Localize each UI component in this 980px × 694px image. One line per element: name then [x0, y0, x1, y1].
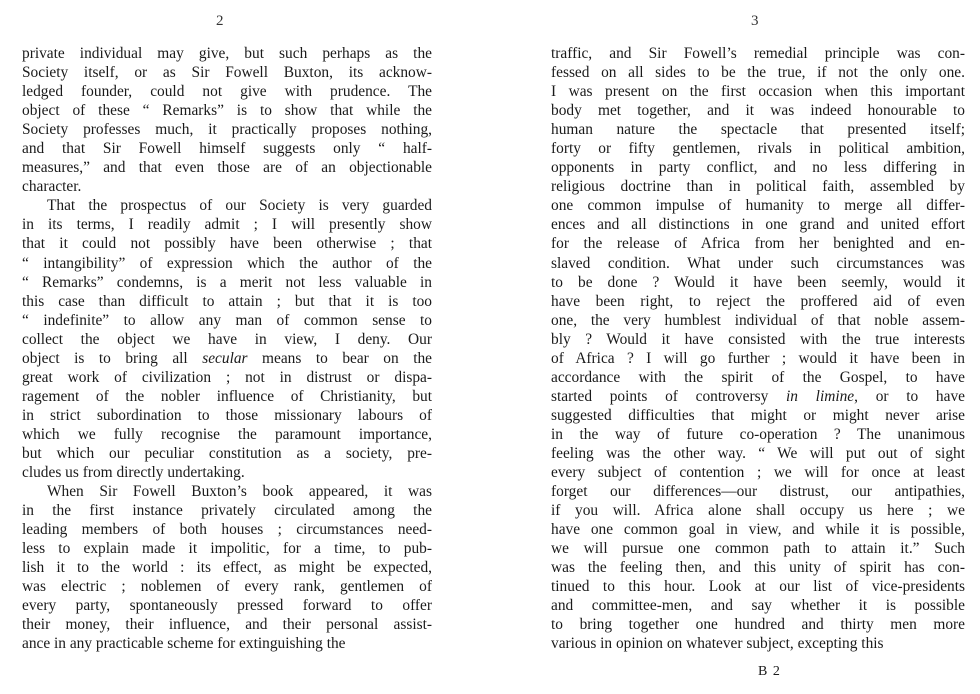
text-line: have one common goal in view, and while it is possible, [551, 521, 965, 539]
text-line: to be done ? Would it have been seemly, would it [551, 273, 965, 291]
text-line: “ Remarks” condemns, is a merit not less valuable in [22, 273, 432, 291]
text-line: in strict subordination to those missionary labours of [22, 406, 432, 424]
text-line: have been right, to reject the proffered aid of even [551, 292, 965, 310]
text-line: one, the very humblest individual of that noble assem- [551, 311, 965, 329]
text-line: in its terms, I readily admit ; I will presently show [22, 216, 432, 234]
text-line: bly ? Would it have consisted with the true interests [551, 330, 965, 348]
text-line: forty or fifty gentlemen, rivals in political ambition, [551, 140, 965, 158]
text-line: forget our differences—our distrust, our antipathies, [551, 483, 965, 501]
text-line: accordance with the spirit of the Gospel, to have [551, 368, 965, 386]
text-line: less to explain made it impolitic, for a time, to pub- [22, 540, 432, 558]
text-line: various in opinion on whatever subject, excepting this [551, 635, 884, 653]
page-number: 2 [216, 13, 224, 29]
text-line: body met together, and it was indeed honourable to [551, 102, 965, 120]
text-line: of Africa ? I will go further ; would it have been in [551, 349, 965, 367]
text-line: but which our peculiar constitution as a society, pre- [22, 444, 432, 462]
text-line: object is to bring all secular means to bear on the [22, 349, 432, 367]
page-body [551, 44, 965, 654]
text-line: measures,” and that even those are of an objectionable [22, 159, 432, 177]
text-line: leading members of both houses ; circumstances need- [22, 521, 432, 539]
text-line: we will pursue one common path to attain it.” Such [551, 540, 965, 558]
page-body [22, 44, 432, 654]
text-line: I was present on the first occasion when this important [551, 83, 965, 101]
text-line: suggested difficulties that might or might never arise [551, 406, 965, 424]
text-line: and committee-men, and say whether it is possible [551, 597, 965, 615]
text-line: that it could not possibly have been otherwise ; that [22, 235, 432, 253]
text-line: one common impulse of humanity to merge all differ- [551, 197, 965, 215]
text-line: character. [22, 178, 82, 196]
text-line: slaved condition. What under such circumstances was [551, 254, 965, 272]
text-line: tinued to this hour. Look at our list of vice-presidents [551, 578, 965, 596]
text-line: lish it to the world : its effect, as might be expected, [22, 559, 432, 577]
text-line: When Sir Fowell Buxton’s book appeared, it was [47, 483, 432, 501]
text-line: Society professes much, it practically proposes nothing, [22, 121, 432, 139]
text-line: in the way of future co-operation ? The unanimous [551, 425, 965, 443]
text-line: and that Sir Fowell himself suggests only “ half- [22, 140, 432, 158]
right-page [510, 0, 980, 694]
text-line: for the release of Africa from her benighted and en- [551, 235, 965, 253]
text-line: every subject of contention ; we will for once at least [551, 464, 965, 482]
text-line: private individual may give, but such perhaps as the [22, 45, 432, 62]
text-line: collect the object we have in view, I deny. Our [22, 330, 432, 348]
page-number: 3 [751, 13, 759, 29]
text-line: their money, their influence, and their personal assist- [22, 616, 432, 634]
text-line: to bring together one hundred and thirty men more [551, 616, 965, 634]
text-line: ences and all distinctions in one grand and united effort [551, 216, 965, 234]
text-line: Society itself, or as Sir Fowell Buxton, its acknow- [22, 64, 432, 82]
text-line: every party, spontaneously pressed forward to offer [22, 597, 432, 615]
text-line: object of these “ Remarks” is to show that while the [22, 102, 432, 120]
text-line: cludes us from directly undertaking. [22, 464, 245, 482]
text-line: was the feeling then, and this unity of spirit has con- [551, 559, 965, 577]
text-line: if you will. Africa alone shall occupy us here ; we [551, 502, 965, 520]
text-line: fessed on all sides to be the true, if not the only one. [551, 64, 965, 82]
text-line: in the first instance privately circulated among the [22, 502, 432, 520]
text-line: was electric ; noblemen of every rank, gentlemen of [22, 578, 432, 596]
text-line: great work of civilization ; not in distrust or dispa- [22, 368, 432, 386]
text-line: religious doctrine than in political faith, assembled by [551, 178, 965, 196]
text-line: opponents in party conflict, and no less differing in [551, 159, 965, 177]
text-line: which we fully recognise the paramount importance, [22, 425, 432, 443]
text-line: ledged founder, could not give with prudence. The [22, 83, 432, 101]
text-line: “ indefinite” to allow any man of common sense to [22, 311, 432, 329]
text-line: That the prospectus of our Society is very guarded [47, 197, 432, 215]
text-line: started points of controversy in limine, or to have [551, 387, 965, 405]
text-line: this case than difficult to attain ; but that it is too [22, 292, 432, 310]
text-line: traffic, and Sir Fowell’s remedial principle was con- [551, 45, 965, 62]
text-line: human nature the spectacle that presented itself; [551, 121, 965, 139]
signature-mark: B 2 [758, 664, 781, 679]
text-line: “ intangibility” of expression which the author of the [22, 254, 432, 272]
text-line: ragement of the nobler influence of Christianity, but [22, 387, 432, 405]
text-line: feeling was the other way. “ We will put out of sight [551, 444, 965, 462]
text-line: ance in any practicable scheme for extinguishing the [22, 635, 346, 653]
left-page [0, 0, 450, 694]
